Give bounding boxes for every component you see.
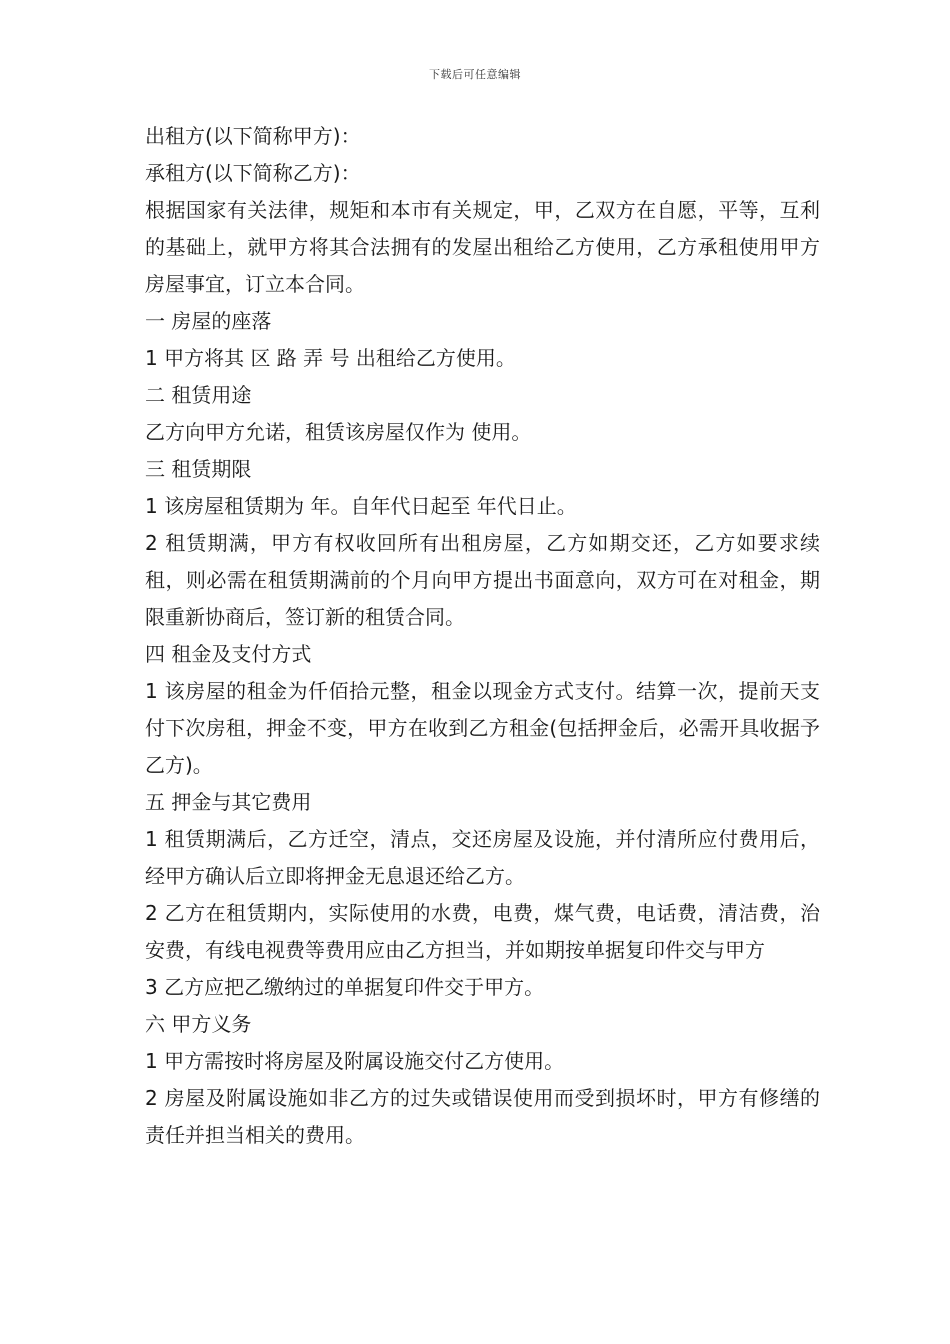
clause-term-1: 1 该房屋租赁期为 年。自年代日起至 年代日止。	[145, 494, 577, 518]
clause-rent-1: 1 该房屋的租金为仟佰拾元整，租金以现金方式支付。结算一次，提前天支付下次房租，押金不变，甲方在收到乙方租金(包括押金后，必需开具收据予乙方)。	[145, 679, 820, 777]
clause-deposit-2: 2 乙方在租赁期内，实际使用的水费，电费，煤气费，电话费，清洁费，治安费，有线电视费等费用应由乙方担当，并如期按单据复印件交与甲方	[145, 901, 820, 962]
section-heading-usage: 二 租赁用途	[145, 383, 252, 407]
section-heading-location: 一 房屋的座落	[145, 309, 272, 333]
lessee-line: 承租方(以下简称乙方)：	[145, 161, 361, 185]
clause-lessor-duties-1: 1 甲方需按时将房屋及附属设施交付乙方使用。	[145, 1049, 565, 1073]
section-heading-rent: 四 租金及支付方式	[145, 642, 312, 666]
clause-usage: 乙方向甲方允诺，租赁该房屋仅作为 使用。	[145, 420, 532, 444]
clause-term-2: 2 租赁期满，甲方有权收回所有出租房屋，乙方如期交还，乙方如要求续租，则必需在租赁期满前的个月向甲方提出书面意向，双方可在对租金，期限重新协商后，签订新的租赁合同。	[145, 531, 820, 629]
clause-deposit-1: 1 租赁期满后，乙方迁空，清点，交还房屋及设施，并付清所应付费用后，经甲方确认后立即将押金无息退还给乙方。	[145, 827, 820, 888]
preamble-paragraph: 根据国家有关法律，规矩和本市有关规定，甲，乙双方在自愿，平等，互利的基础上，就甲方将其合法拥有的发屋出租给乙方使用，乙方承租使用甲方房屋事宜，订立本合同。	[145, 198, 820, 296]
lessor-line: 出租方(以下简称甲方)：	[145, 124, 361, 148]
document-body	[145, 118, 820, 1154]
section-heading-lessor-duties: 六 甲方义务	[145, 1012, 252, 1036]
clause-lessor-duties-2: 2 房屋及附属设施如非乙方的过失或错误使用而受到损坏时，甲方有修缮的责任并担当相关的费用。	[145, 1086, 820, 1147]
page-header-note: 下载后可任意编辑	[429, 68, 521, 81]
clause-location-1: 1 甲方将其 区 路 弄 号 出租给乙方使用。	[145, 346, 516, 370]
section-heading-term: 三 租赁期限	[145, 457, 252, 481]
clause-deposit-3: 3 乙方应把乙缴纳过的单据复印件交于甲方。	[145, 975, 545, 999]
section-heading-deposit: 五 押金与其它费用	[145, 790, 312, 814]
